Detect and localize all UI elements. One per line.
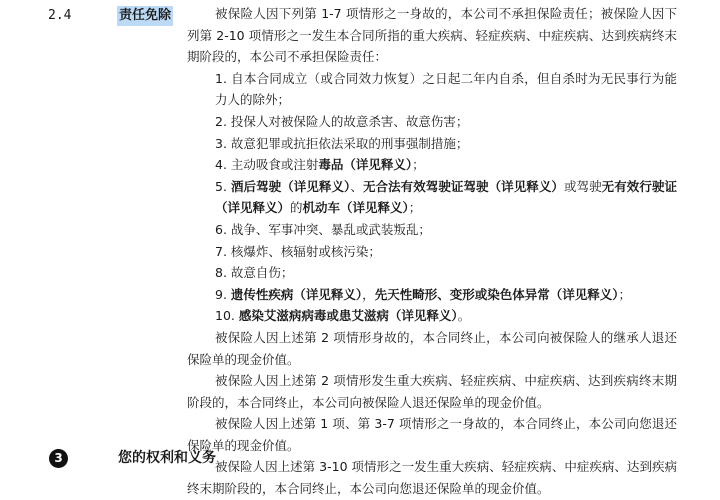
item-text: 8. 故意自伤； (215, 265, 294, 281)
item-text: 5. (215, 178, 231, 194)
bold-term: 无有效行驶证（详见释义） (215, 178, 677, 216)
exclusion-item (187, 176, 677, 219)
item-text: 4. 主动吸食或注射 (215, 157, 319, 173)
bold-term: 毒品（详见释义） (318, 157, 413, 173)
item-text: 或驾驶 (563, 178, 602, 194)
exclusion-item (187, 241, 677, 263)
item-text: ， (362, 286, 375, 302)
intro-paragraph: 被保险人因下列第 1-7 项情形之一身故的，本公司不承担保险责任；被保险人因下列第 2-10 项情形之一发生本合同所指的重大疾病、轻症疾病、中症疾病、达到疾病终末期阶段的，本公司不承担保险责任： (187, 6, 677, 65)
next-section-title: 您的权利和义务 (118, 450, 216, 466)
item-text: 、 (350, 178, 363, 194)
bold-term: 感染艾滋病病毒或患艾滋病（详见释义） (238, 308, 458, 324)
item-text: 10. (215, 308, 239, 324)
exclusion-item (187, 262, 677, 284)
item-text: 2. 投保人对被保险人的故意杀害、故意伤害； (215, 113, 469, 129)
section-title: 责任免除 (117, 6, 173, 26)
bold-term: 先天性畸形、变形或染色体异常（详见释义） (374, 286, 619, 302)
exclusion-list (187, 68, 677, 327)
termination-paragraph: 被保险人因上述第 2 项情形身故的，本合同终止，本公司向被保险人的继承人退还保险单的现金价值。 (187, 329, 677, 367)
bold-term: 无合法有效驾驶证驾驶（详见释义） (362, 178, 564, 194)
section-number: 2.4 (48, 8, 72, 23)
item-text: ； (618, 286, 631, 302)
item-text: 9. (215, 286, 231, 302)
item-text: 7. 核爆炸、核辐射或核污染； (215, 243, 381, 259)
termination-paragraph: 被保险人因上述第 1 项、第 3-7 项情形之一身故的，本合同终止，本公司向您退还保险单的现金价值。 (187, 416, 677, 453)
exclusion-item (187, 154, 677, 176)
section-badge-icon: 3 (49, 449, 68, 468)
exclusion-content (187, 3, 677, 500)
exclusion-item (187, 133, 677, 155)
bold-term: 酒后驾驶（详见释义） (230, 178, 351, 194)
exclusion-item (187, 284, 677, 306)
exclusion-item (187, 68, 677, 111)
exclusion-item (187, 111, 677, 133)
termination-paragraph: 被保险人因上述第 3-10 项情形之一发生重大疾病、轻症疾病、中症疾病、达到疾病终末期阶段的，本合同终止，本公司向您退还保险单的现金价值。 (187, 459, 677, 497)
termination-paragraphs (187, 327, 677, 500)
item-text: 6. 战争、军事冲突、暴乱或武装叛乱； (215, 221, 431, 237)
item-text: ； (408, 200, 422, 216)
exclusion-item (187, 305, 677, 327)
bold-term: 遗传性疾病（详见释义） (230, 286, 363, 302)
item-text: 的 (290, 200, 303, 216)
item-text: 3. 故意犯罪或抗拒依法采取的刑事强制措施； (215, 135, 469, 151)
bold-term: 机动车（详见释义） (302, 200, 409, 216)
item-text: 1. 自本合同成立（或合同效力恢复）之日起二年内自杀，但自杀时为无民事行为能力人的除外； (215, 70, 677, 108)
termination-paragraph: 被保险人因上述第 2 项情形发生重大疾病、轻症疾病、中症疾病、达到疾病终末期阶段的，本合同终止，本公司向被保险人退还保险单的现金价值。 (187, 373, 677, 410)
exclusion-item (187, 219, 677, 241)
item-text: 。 (457, 308, 471, 324)
item-text: ； (412, 157, 425, 173)
